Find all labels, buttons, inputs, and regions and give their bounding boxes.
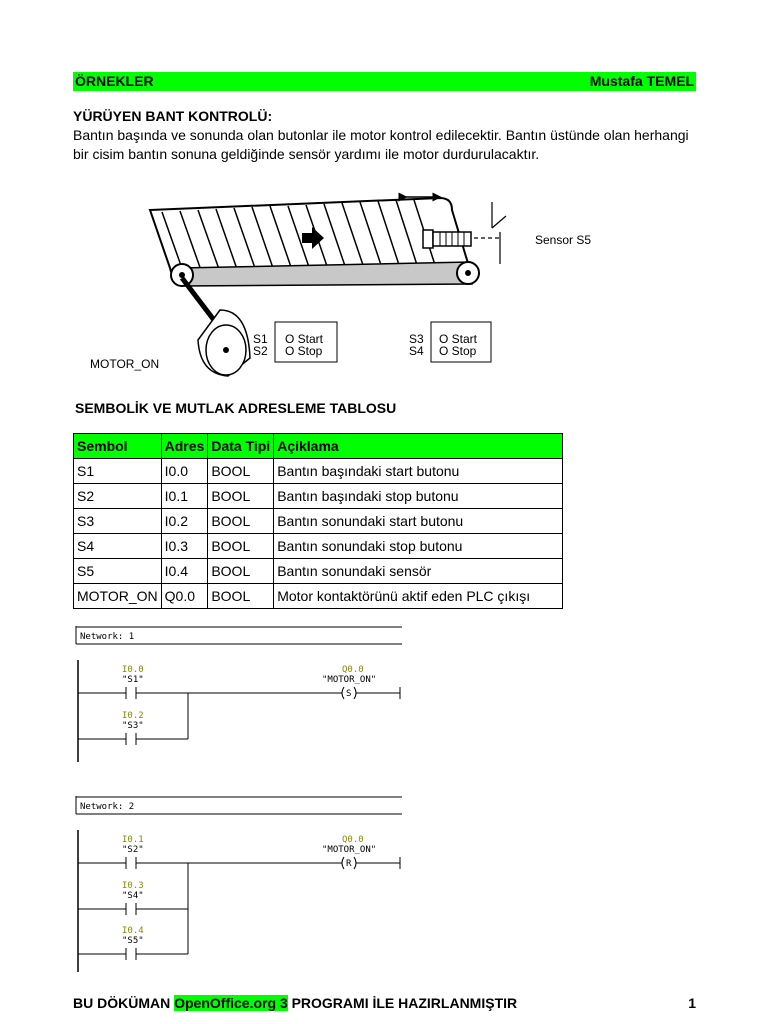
network2-contact1-addr: I0.1 [122,835,144,845]
conveyor-figure [80,188,620,378]
footer-text-after: PROGRAMI İLE HAZIRLANMIŞTIR [287,995,518,1011]
table-row [74,584,563,609]
cell-symbol: S4 [74,534,162,559]
cell-description: Motor kontaktörünü aktif eden PLC çıkışı [274,584,563,609]
cell-description: Bantın sonundaki start butonu [274,509,563,534]
cell-description: Bantın başındaki start butonu [274,459,563,484]
cell-description: Bantın başındaki stop butonu [274,484,563,509]
network1-coil-type: S [346,689,352,699]
network1-ladder [74,626,404,766]
sensor-switch-icon [474,202,506,264]
cell-address: I0.2 [161,509,208,534]
network2-contact2-addr: I0.3 [122,881,144,891]
cell-symbol: S3 [74,509,162,534]
sensor-label: Sensor S5 [535,233,592,247]
header-bar [73,72,696,91]
network2-contact2-sym: "S4" [122,891,144,901]
network1-contact1-addr: I0.0 [122,665,144,675]
cell-address: Q0.0 [161,584,208,609]
th-symbol: Sembol [74,434,162,459]
network2-contact1-sym: "S2" [122,845,144,855]
network1-contact2-sym: "S3" [122,721,144,731]
motor-icon [198,310,250,376]
network1-coil-icon [342,687,344,699]
network2-ladder [74,796,404,976]
page-number: 1 [688,995,696,1011]
cell-description: Bantın sonundaki sensör [274,559,563,584]
right-stop-button: O Stop [439,344,477,358]
th-datatype: Data Tipi [208,434,274,459]
cell-datatype: BOOL [208,559,274,584]
left-stop-button: O Stop [285,344,323,358]
cell-datatype: BOOL [208,584,274,609]
cell-datatype: BOOL [208,534,274,559]
network1-contact2-addr: I0.2 [122,711,144,721]
th-address: Adres [161,434,208,459]
section-title: SEMBOLİK VE MUTLAK ADRESLEME TABLOSU [75,400,397,416]
network2-coil-type: R [346,859,352,869]
network2-contact3-sym: "S5" [122,936,144,946]
left-start-button: O Start [285,332,324,346]
footer [73,995,696,1015]
cell-symbol: S5 [74,559,162,584]
network2-title: Network: 2 [80,802,135,812]
table-row [74,509,563,534]
panel-left-label-1: S1 [253,332,268,346]
cell-address: I0.0 [161,459,208,484]
motor-label: MOTOR_ON [90,357,160,371]
cell-datatype: BOOL [208,484,274,509]
address-table [73,433,563,609]
cell-address: I0.4 [161,559,208,584]
network2-coil-sym: "MOTOR_ON" [322,845,377,855]
table-row [74,559,563,584]
table-row [74,459,563,484]
panel-left-label-2: S2 [253,344,268,358]
table-row [74,534,563,559]
cell-symbol: S1 [74,459,162,484]
network1-contact1-sym: "S1" [122,675,144,685]
cell-symbol: S2 [74,484,162,509]
header-author: Mustafa TEMEL [589,73,694,89]
description: Bantın başında ve sonunda olan butonlar ile motor kontrol edilecektir. Bantın üstünde olan herhangi bir cisim bantın sonuna geldiğinde sensör yardımı ile motor durdurulacaktır. [73,127,689,162]
footer-highlight: OpenOffice.org 3 [174,995,288,1011]
cell-datatype: BOOL [208,459,274,484]
network1-coil-sym: "MOTOR_ON" [322,675,377,685]
cell-address: I0.1 [161,484,208,509]
panel-right-label-1: S3 [409,332,424,346]
network2-coil-icon [342,857,344,869]
th-description: Açiklama [274,434,563,459]
header-left: ÖRNEKLER [75,73,154,89]
network1-coil-addr: Q0.0 [342,665,364,675]
cell-symbol: MOTOR_ON [74,584,162,609]
sensor-screw-icon [423,230,471,248]
network2-coil-addr: Q0.0 [342,835,364,845]
network1-title: Network: 1 [80,632,135,642]
table-row [74,484,563,509]
footer-text-before: BU DÖKÜMAN [73,995,175,1011]
right-start-button: O Start [439,332,478,346]
page-title: YÜRÜYEN BANT KONTROLÜ: [73,108,273,124]
network2-contact3-addr: I0.4 [122,926,144,936]
table-header-row [74,434,563,459]
cell-address: I0.3 [161,534,208,559]
cell-datatype: BOOL [208,509,274,534]
panel-right-label-2: S4 [409,344,424,358]
cell-description: Bantın sonundaki stop butonu [274,534,563,559]
